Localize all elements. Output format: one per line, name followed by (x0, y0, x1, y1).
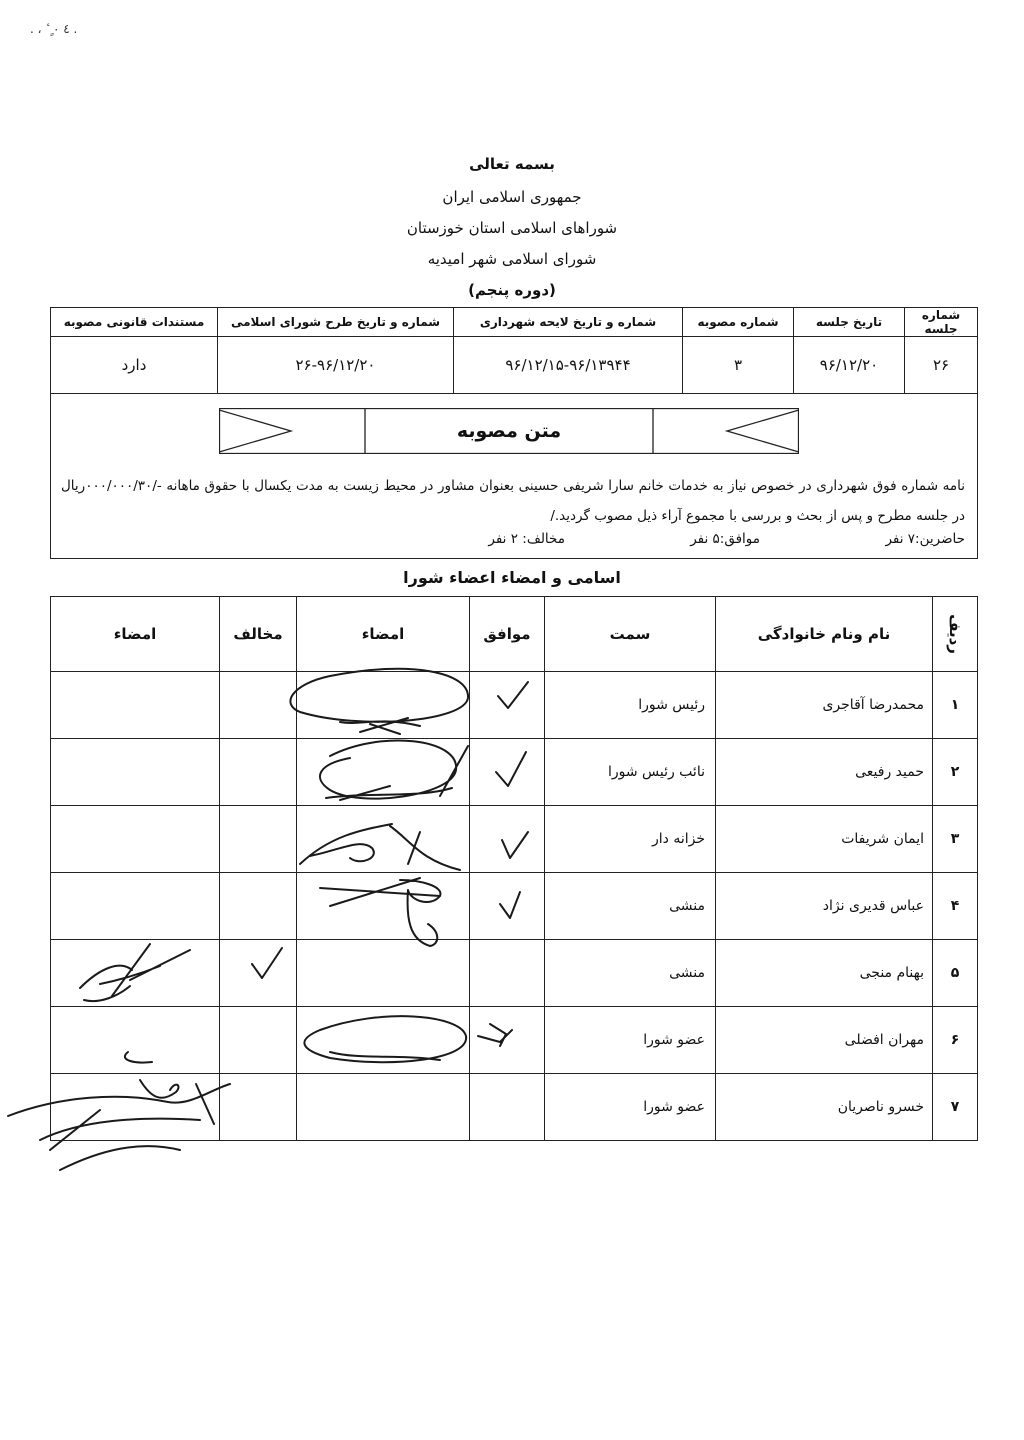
meta-header-legal-basis: مستندات قانونی مصوبه (51, 308, 218, 337)
disagree-cell (220, 1007, 297, 1074)
table-row (51, 940, 978, 1007)
table-row (51, 739, 978, 806)
member-role: منشی (545, 873, 716, 940)
resolution-text: نامه شماره فوق شهرداری در خصوص نیاز به خدمات خانم سارا شریفی حسینی بعنوان مشاور در محیط زیست به مدت یکسال با حقوق ماهانه -/۰۰۰/۰۰۰/۳۰ریال در جلسه مطرح و پس از بحث و بررسی با مجموع آراء ذیل مصوب گردید./ (61, 478, 965, 524)
sign-cell (297, 739, 470, 806)
sign-cell (51, 1074, 220, 1141)
meta-header-municipal-bill: شماره و تاریخ لایحه شهرداری (454, 308, 683, 337)
member-name: خسرو ناصریان (716, 1074, 933, 1141)
meta-header-resolution-no: شماره مصوبه (683, 308, 794, 337)
col-sign-agree: امضاء (297, 597, 470, 672)
sign-cell (297, 806, 470, 873)
agree-count: موافق:۵ نفر (690, 531, 760, 547)
header-country: جمهوری اسلامی ایران (442, 188, 582, 206)
col-name: نام ونام خانوادگی (716, 597, 933, 672)
scan-marks: . ، ٔ ٍ ٤ ٠ . (30, 22, 78, 36)
col-sign-disagree: امضاء (51, 597, 220, 672)
table-row (51, 873, 978, 940)
row-number: ۶ (933, 1007, 978, 1074)
member-name: عباس قدیری نژاد (716, 873, 933, 940)
member-name: محمدرضا آقاجری (716, 672, 933, 739)
disagree-cell (220, 873, 297, 940)
disagree-cell (220, 806, 297, 873)
member-name: حمید رفیعی (716, 739, 933, 806)
table-row (51, 672, 978, 739)
members-table (50, 596, 978, 1141)
col-agree: موافق (470, 597, 545, 672)
meta-header-session-date: تاریخ جلسه (794, 308, 905, 337)
row-number: ۴ (933, 873, 978, 940)
member-role: عضو شورا (545, 1007, 716, 1074)
row-number: ۱ (933, 672, 978, 739)
agree-cell (470, 1007, 545, 1074)
row-number: ۳ (933, 806, 978, 873)
meta-legal-basis: دارد (51, 337, 218, 394)
header-province-council: شوراهای اسلامی استان خوزستان (406, 219, 618, 237)
meta-header-council-plan: شماره و تاریخ طرح شورای اسلامی (218, 308, 454, 337)
sign-cell (51, 739, 220, 806)
sign-cell (297, 873, 470, 940)
table-row (51, 1074, 978, 1141)
row-number: ۷ (933, 1074, 978, 1141)
resolution-banner (219, 408, 799, 454)
sign-cell (297, 1007, 470, 1074)
resolution-meta-table (50, 307, 978, 394)
header-term: (دوره پنجم) (468, 281, 556, 299)
sign-cell (51, 873, 220, 940)
members-title: اسامی و امضاء اعضاء شورا (403, 568, 621, 587)
member-role: رئیس شورا (545, 672, 716, 739)
present-count: حاضرین:۷ نفر (885, 531, 965, 547)
header-city-council: شورای اسلامی شهر امیدیه (427, 250, 597, 268)
header-basmala: بسمه تعالی (469, 155, 555, 173)
meta-session-no: ۲۶ (905, 337, 978, 394)
member-name: ایمان شریفات (716, 806, 933, 873)
sign-cell (51, 940, 220, 1007)
sign-cell (51, 672, 220, 739)
member-role: منشی (545, 940, 716, 1007)
disagree-cell (220, 739, 297, 806)
agree-cell (470, 672, 545, 739)
sign-cell (297, 1074, 470, 1141)
agree-cell (470, 873, 545, 940)
meta-municipal-bill: ۹۶/۱۲/۱۵-۹۶/۱۳۹۴۴ (454, 337, 683, 394)
table-row (51, 806, 978, 873)
agree-cell (470, 806, 545, 873)
member-name: مهران افضلی (716, 1007, 933, 1074)
table-row (51, 1007, 978, 1074)
meta-header-session-no: شماره جلسه (905, 308, 978, 337)
resolution-title: متن مصوبه (456, 420, 562, 442)
row-number: ۲ (933, 739, 978, 806)
col-role: سمت (545, 597, 716, 672)
disagree-cell (220, 940, 297, 1007)
resolution-body (50, 391, 978, 559)
disagree-cell (220, 1074, 297, 1141)
sign-cell (297, 672, 470, 739)
sign-cell (51, 1007, 220, 1074)
member-role: خزانه دار (545, 806, 716, 873)
sign-cell (297, 940, 470, 1007)
meta-council-plan: ۲۶-۹۶/۱۲/۲۰ (218, 337, 454, 394)
agree-cell (470, 739, 545, 806)
meta-session-date: ۹۶/۱۲/۲۰ (794, 337, 905, 394)
agree-cell (470, 940, 545, 1007)
member-role: نائب رئیس شورا (545, 739, 716, 806)
disagree-count: مخالف: ۲ نفر (488, 531, 565, 547)
col-row-no (933, 597, 978, 672)
row-number: ۵ (933, 940, 978, 1007)
meta-resolution-no: ۳ (683, 337, 794, 394)
member-role: عضو شورا (545, 1074, 716, 1141)
agree-cell (470, 1074, 545, 1141)
col-disagree: مخالف (220, 597, 297, 672)
disagree-cell (220, 672, 297, 739)
sign-cell (51, 806, 220, 873)
member-name: بهنام منجی (716, 940, 933, 1007)
col-row-no-label: ردیف (946, 614, 964, 654)
